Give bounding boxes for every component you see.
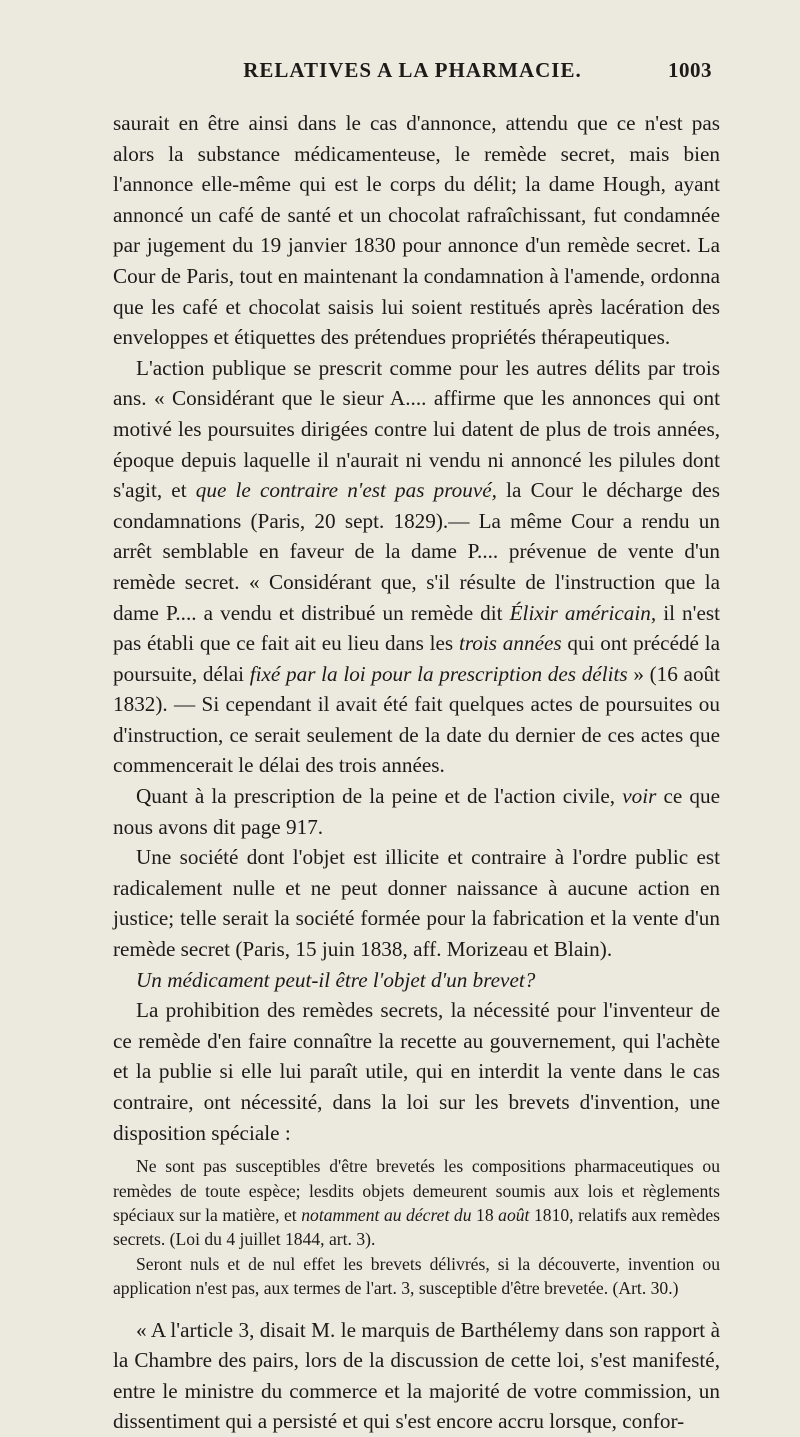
italic-run: août bbox=[498, 1205, 530, 1225]
italic-run: voir bbox=[622, 784, 657, 809]
law-article-3 bbox=[113, 1154, 720, 1252]
italic-run: Élixir américain, bbox=[509, 600, 657, 625]
paragraph-prescription bbox=[113, 353, 720, 781]
paragraph-prohibition: La prohibition des remèdes secrets, la nécessité pour l'inventeur de ce remède d'en faire connaître la recette au gouvernement, qui l'achète et la publie si elle lui paraît utile, qui en interdit la vente dans le cas contraire, ont nécessité, dans la loi sur les brevets d'invention, une disposition spéciale : bbox=[113, 998, 720, 1145]
text-run: Ne sont pas susceptibles d'être brevetés les compositions pharmaceutiques ou remèdes de toute espèce; lesdits objets demeurent soumis aux lois et règlements spéciaux sur la matière, et bbox=[113, 1156, 720, 1225]
italic-run: notamment au décret du bbox=[301, 1205, 472, 1225]
section-question bbox=[113, 965, 720, 996]
text-run: il n'est pas établi que ce fait ait eu lieu dans les bbox=[113, 600, 721, 656]
italic-run: que le contraire n'est pas prouvé, bbox=[195, 478, 497, 503]
running-header bbox=[113, 58, 712, 88]
page-number: 1003 bbox=[668, 58, 712, 82]
text-run: qui ont précédé la poursuite, délai bbox=[113, 631, 721, 686]
law-excerpt bbox=[113, 1154, 720, 1300]
main-text bbox=[113, 108, 720, 1437]
italic-heading: Un médicament peut-il être l'objet d'un brevet? bbox=[136, 967, 536, 992]
paragraph-rapport: « A l'article 3, disait M. le marquis de Barthélemy dans son rapport à la Chambre des pairs, lors de la discussion de cette loi, s'est manifesté, entre le ministre du commerce et la majorité de votre commission, un dissentiment qui a persisté et qui s'est encore accru lorsque, confor- bbox=[113, 1317, 720, 1434]
text-run: la Cour le décharge des condamnations (Paris, 20 sept. 1829).— La même Cour a rendu un arrêt semblable en faveur de la dame P.... prévenue de vente d'un remède secret. « Considérant que, s'il résulte de l'instruction que la dame P.... a vendu et distribué un remède dit bbox=[113, 478, 721, 625]
paragraph-continuation: saurait en être ainsi dans le cas d'annonce, attendu que ce n'est pas alors la substance médicamenteuse, le remède secret, mais bien l'annonce elle-même qui est le corps du délit; la dame Hough, ayant annoncé un café de santé et un chocolat rafraîchissant, fut condamnée par jugement du 19 janvier 1830 pour annonce d'un remède secret. La Cour de Paris, tout en maintenant la condamnation à l'amende, ordonna que les café et chocolat saisis lui soient restitués après lacération des enveloppes et étiquettes des prétendues propriétés thérapeutiques. bbox=[113, 111, 720, 350]
text-run: 1810, relatifs aux remèdes secrets. (Loi du 4 juillet 1844, art. 3). bbox=[113, 1205, 720, 1250]
text-run: » (16 août 1832). — Si cependant il avait été fait quelques actes de poursuites ou d'instruction, ce serait seulement de la date du dernier de ces actes que commencerait le délai des trois années. bbox=[113, 661, 721, 778]
text-run: 18 bbox=[476, 1205, 494, 1225]
running-title: RELATIVES A LA PHARMACIE. bbox=[243, 58, 582, 82]
paragraph-societe: Une société dont l'objet est illicite et contraire à l'ordre public est radicalement nulle et ne peut donner naissance à aucune action en justice; telle serait la société formée pour la fabrication et la vente d'un remède secret (Paris, 15 juin 1838, aff. Morizeau et Blain). bbox=[113, 845, 720, 962]
law-article-30: Seront nuls et de nul effet les brevets délivrés, si la découverte, invention ou application n'est pas, aux termes de l'art. 3, susceptible d'être brevetée. (Art. 30.) bbox=[113, 1253, 720, 1299]
paragraph-peine bbox=[113, 781, 720, 842]
text-run: L'action publique se prescrit comme pour les autres délits par trois ans. « Considérant que le sieur A.... affirme que les annonces qui ont motivé les poursuites dirigées contre lui datent de plus de trois années, époque depuis laquelle il n'aurait ni vendu ni annoncé les pilules dont s'agit, et bbox=[113, 355, 720, 503]
text-run: ce que nous avons dit page 917. bbox=[113, 784, 721, 839]
italic-run: trois années bbox=[458, 631, 562, 656]
italic-run: fixé par la loi pour la prescription des délits bbox=[249, 661, 628, 686]
text-run: Quant à la prescription de la peine et de l'action civile, bbox=[136, 784, 616, 809]
